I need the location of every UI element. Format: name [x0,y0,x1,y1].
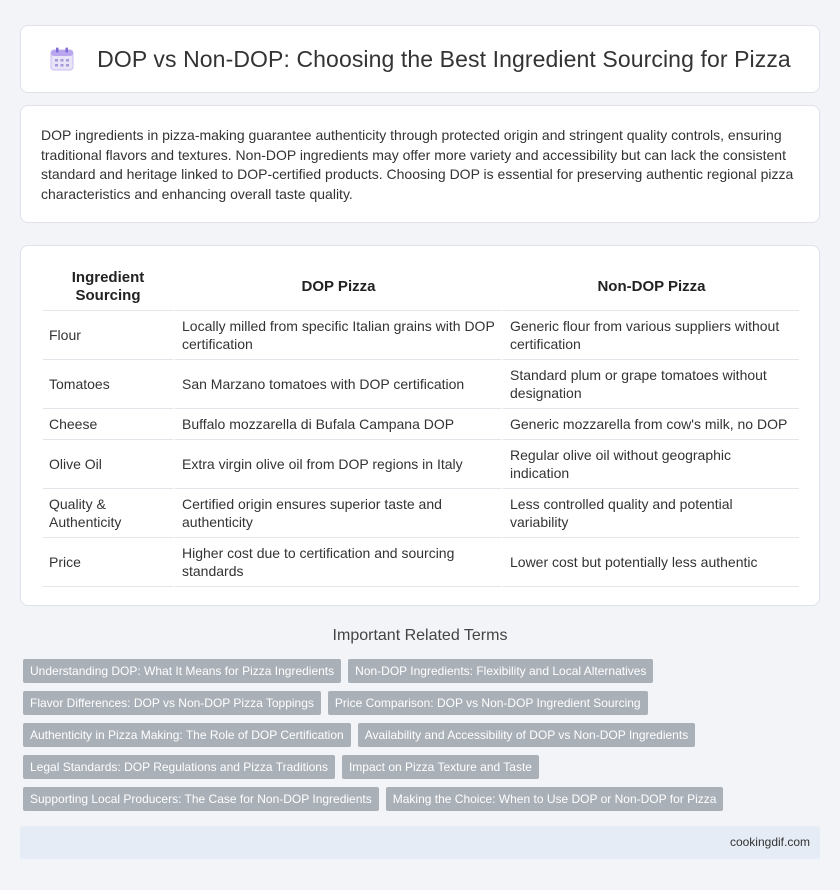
dop-cell: Locally milled from specific Italian grains with DOP certification [173,311,501,360]
related-term-tag[interactable]: Making the Choice: When to Use DOP or Non-DOP for Pizza [386,787,724,811]
column-header-dop: DOP Pizza [173,264,501,311]
related-terms-list [23,659,823,819]
comparison-table-card [20,245,820,606]
table-row [43,409,799,440]
column-header-non-dop: Non-DOP Pizza [501,264,799,311]
row-label: Price [43,538,173,587]
calendar-icon [49,46,75,72]
row-label: Olive Oil [43,440,173,489]
dop-cell: San Marzano tomatoes with DOP certification [173,360,501,409]
non-dop-cell: Regular olive oil without geographic indication [501,440,799,489]
related-term-tag[interactable]: Authenticity in Pizza Making: The Role of DOP Certification [23,723,351,747]
non-dop-cell: Standard plum or grape tomatoes without designation [501,360,799,409]
non-dop-cell: Lower cost but potentially less authentic [501,538,799,587]
non-dop-cell: Generic flour from various suppliers without certification [501,311,799,360]
tag-row [23,691,823,715]
related-term-tag[interactable]: Price Comparison: DOP vs Non-DOP Ingredient Sourcing [328,691,648,715]
dop-cell: Higher cost due to certification and sourcing standards [173,538,501,587]
footer-site-link[interactable]: cookingdif.com [729,835,810,849]
row-label: Cheese [43,409,173,440]
dop-cell: Extra virgin olive oil from DOP regions in Italy [173,440,501,489]
related-term-tag[interactable]: Non-DOP Ingredients: Flexibility and Local Alternatives [348,659,653,683]
tag-row [23,755,823,779]
intro-card [20,105,820,223]
table-row [43,440,799,489]
footer [20,826,820,859]
tag-row [23,659,823,683]
non-dop-cell: Generic mozzarella from cow's milk, no DOP [501,409,799,440]
table-row [43,538,799,587]
related-term-tag[interactable]: Impact on Pizza Texture and Taste [342,755,539,779]
related-term-tag[interactable]: Availability and Accessibility of DOP vs Non-DOP Ingredients [358,723,695,747]
intro-text: DOP ingredients in pizza-making guarantee authenticity through protected origin and stringent quality controls, ensuring traditional flavors and textures. Non-DOP ingredients may offer more variety and accessibility but can lack the consistent standard and heritage linked to DOP-certified products. Choosing DOP is essential for preserving authentic regional pizza characteristics and enhancing overall taste quality. [41,127,794,202]
table-header-row [43,264,799,311]
related-term-tag[interactable]: Supporting Local Producers: The Case for Non-DOP Ingredients [23,787,379,811]
tag-row [23,723,823,747]
row-label: Flour [43,311,173,360]
dop-cell: Certified origin ensures superior taste and authenticity [173,489,501,538]
row-label: Quality & Authenticity [43,489,173,538]
non-dop-cell: Less controlled quality and potential variability [501,489,799,538]
related-term-tag[interactable]: Flavor Differences: DOP vs Non-DOP Pizza Toppings [23,691,321,715]
row-label: Tomatoes [43,360,173,409]
related-term-tag[interactable]: Understanding DOP: What It Means for Pizza Ingredients [23,659,341,683]
column-header-ingredient: Ingredient Sourcing [43,264,173,311]
table-row [43,360,799,409]
dop-cell: Buffalo mozzarella di Bufala Campana DOP [173,409,501,440]
comparison-table [43,264,799,587]
tag-row [23,787,823,811]
page-title: DOP vs Non-DOP: Choosing the Best Ingredient Sourcing for Pizza [97,45,791,72]
table-row [43,311,799,360]
table-row [43,489,799,538]
related-terms-heading: Important Related Terms [332,627,508,644]
related-term-tag[interactable]: Legal Standards: DOP Regulations and Pizza Traditions [23,755,335,779]
header-card [20,25,820,93]
